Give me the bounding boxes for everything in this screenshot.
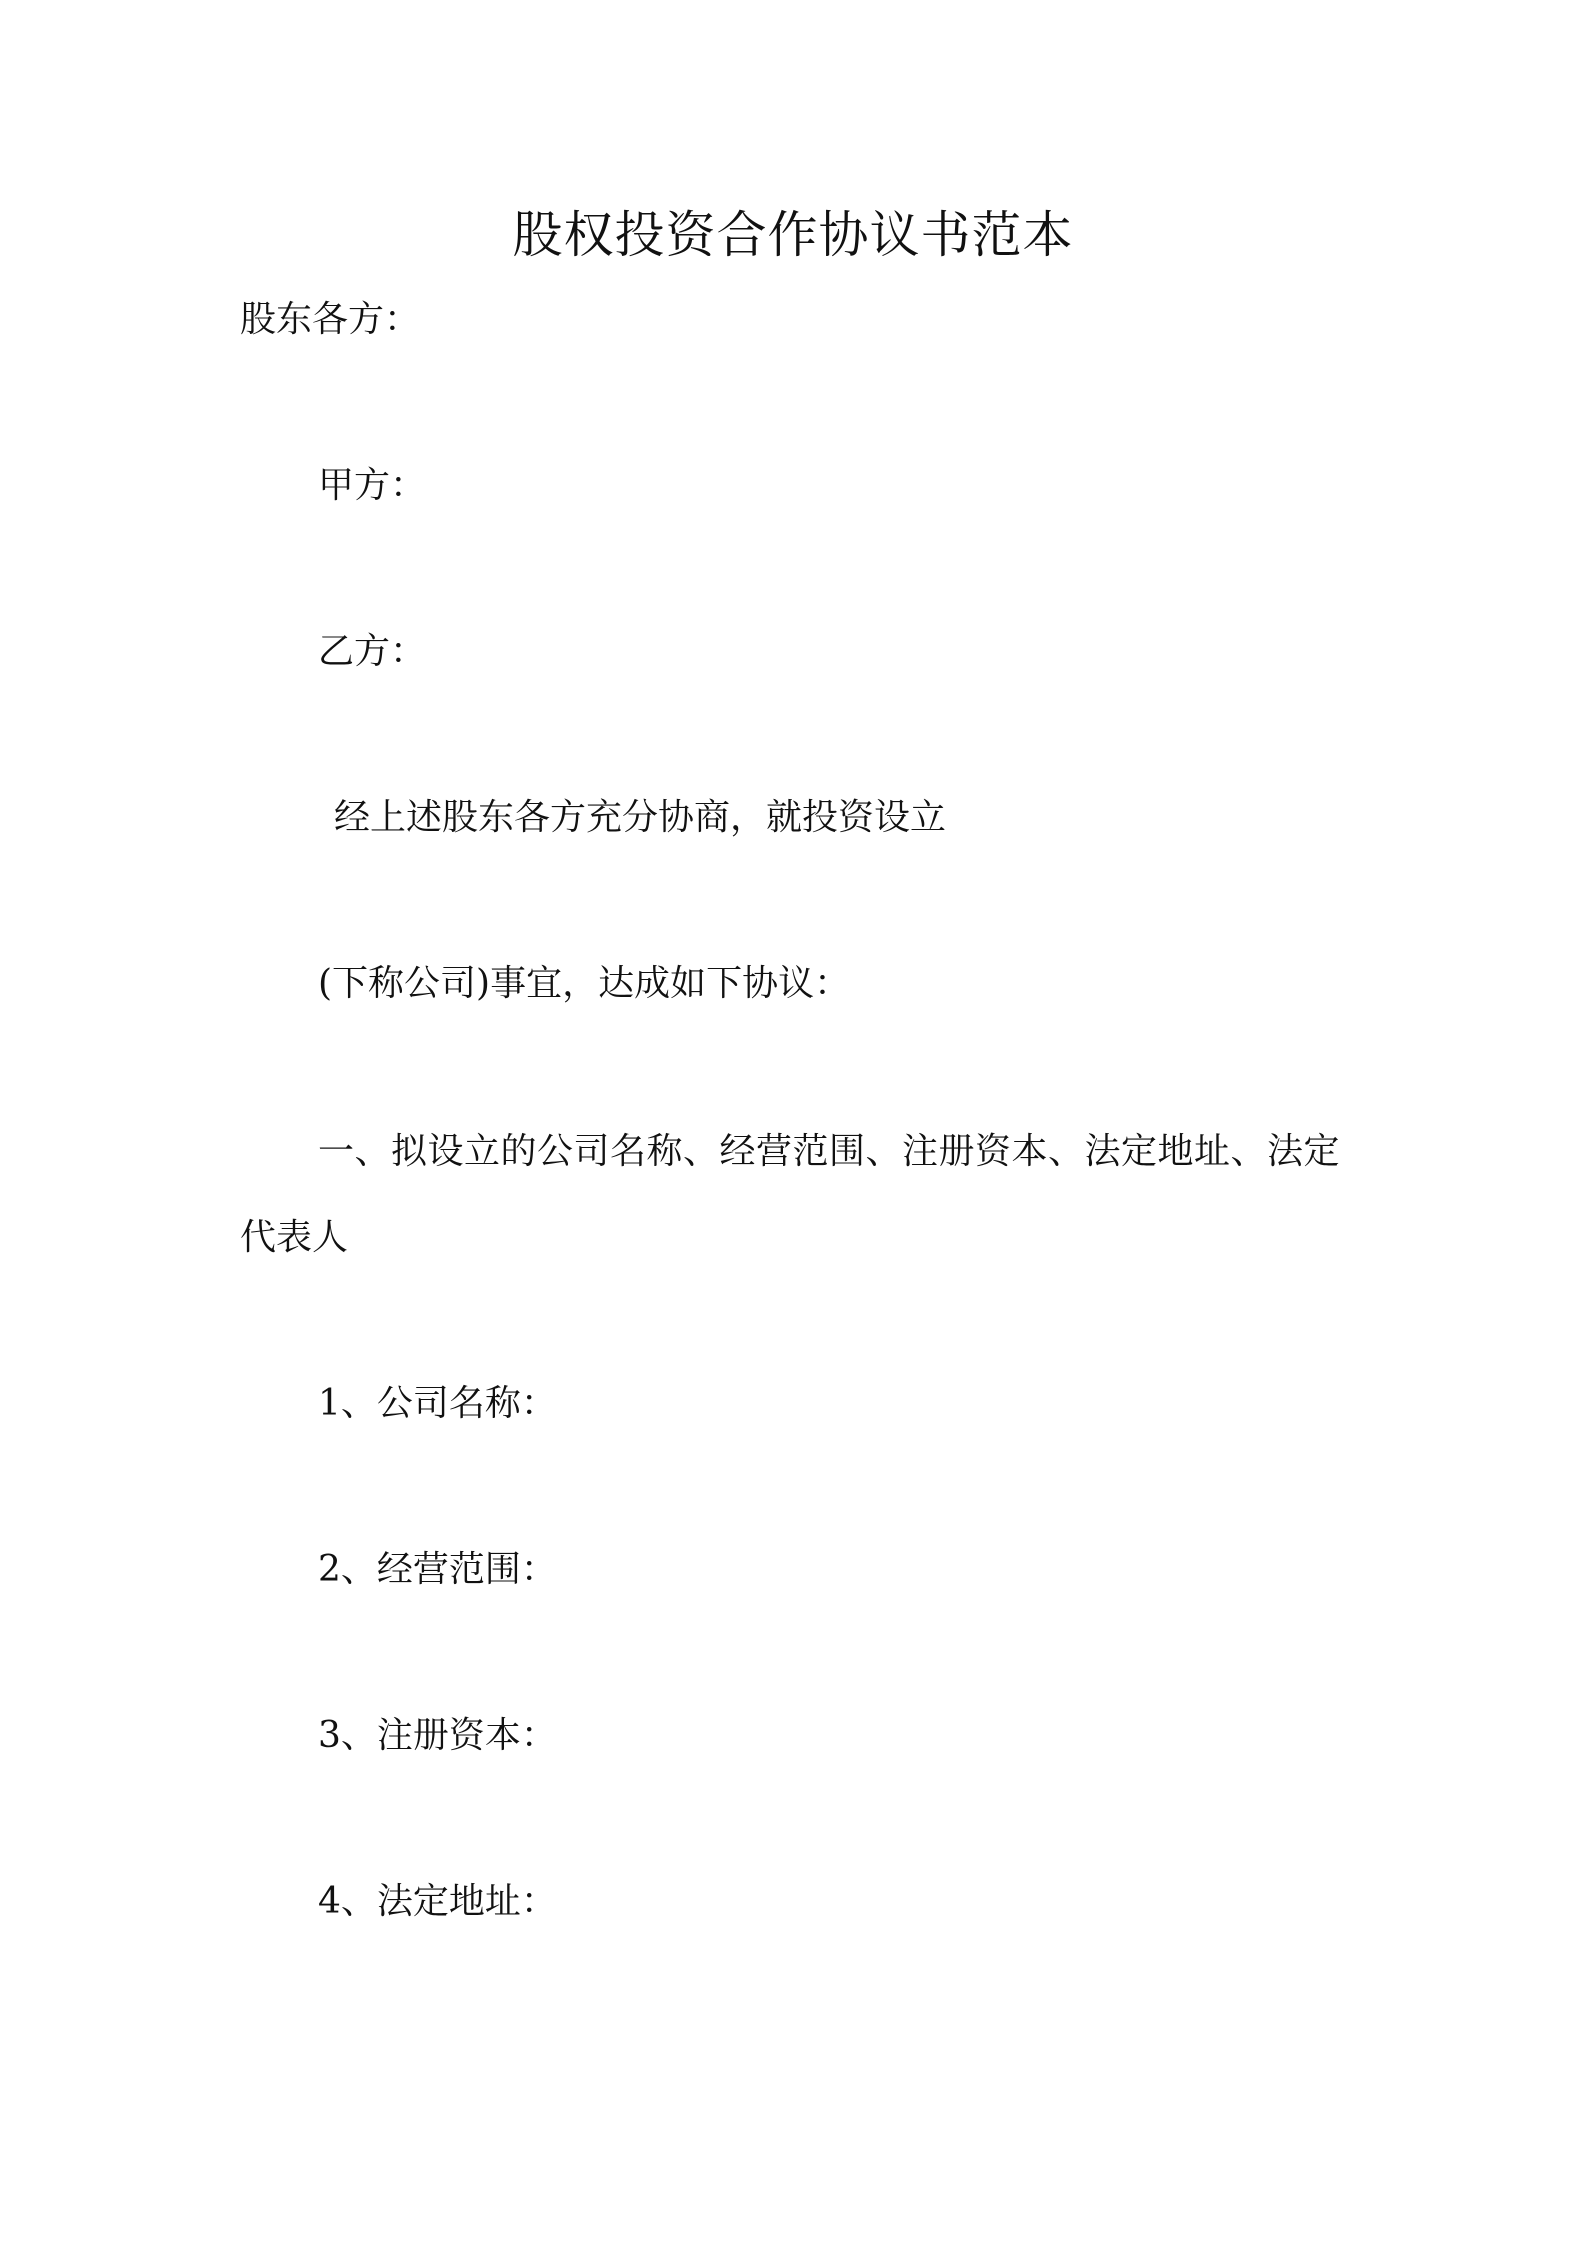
document-title: 股权投资合作协议书范本	[512, 206, 1074, 264]
party-b-label: 乙方：	[318, 631, 427, 672]
section-1-heading-line-2: 代表人	[240, 1217, 349, 1258]
party-a-label: 甲方：	[318, 465, 427, 506]
item-legal-address: 4、法定地址：	[318, 1881, 557, 1922]
item-registered-capital: 3、注册资本：	[318, 1715, 557, 1756]
item-business-scope: 2、经营范围：	[318, 1549, 557, 1590]
intro-paragraph-line-2: (下称公司)事宜，达成如下协议：	[318, 963, 851, 1004]
section-1-heading-line-1: 一、拟设立的公司名称、经营范围、注册资本、法定地址、法定	[318, 1131, 1341, 1172]
intro-paragraph-line-1: 经上述股东各方充分协商，就投资设立	[334, 797, 947, 838]
shareholders-label: 股东各方：	[240, 299, 421, 340]
item-company-name: 1、公司名称：	[318, 1383, 557, 1424]
